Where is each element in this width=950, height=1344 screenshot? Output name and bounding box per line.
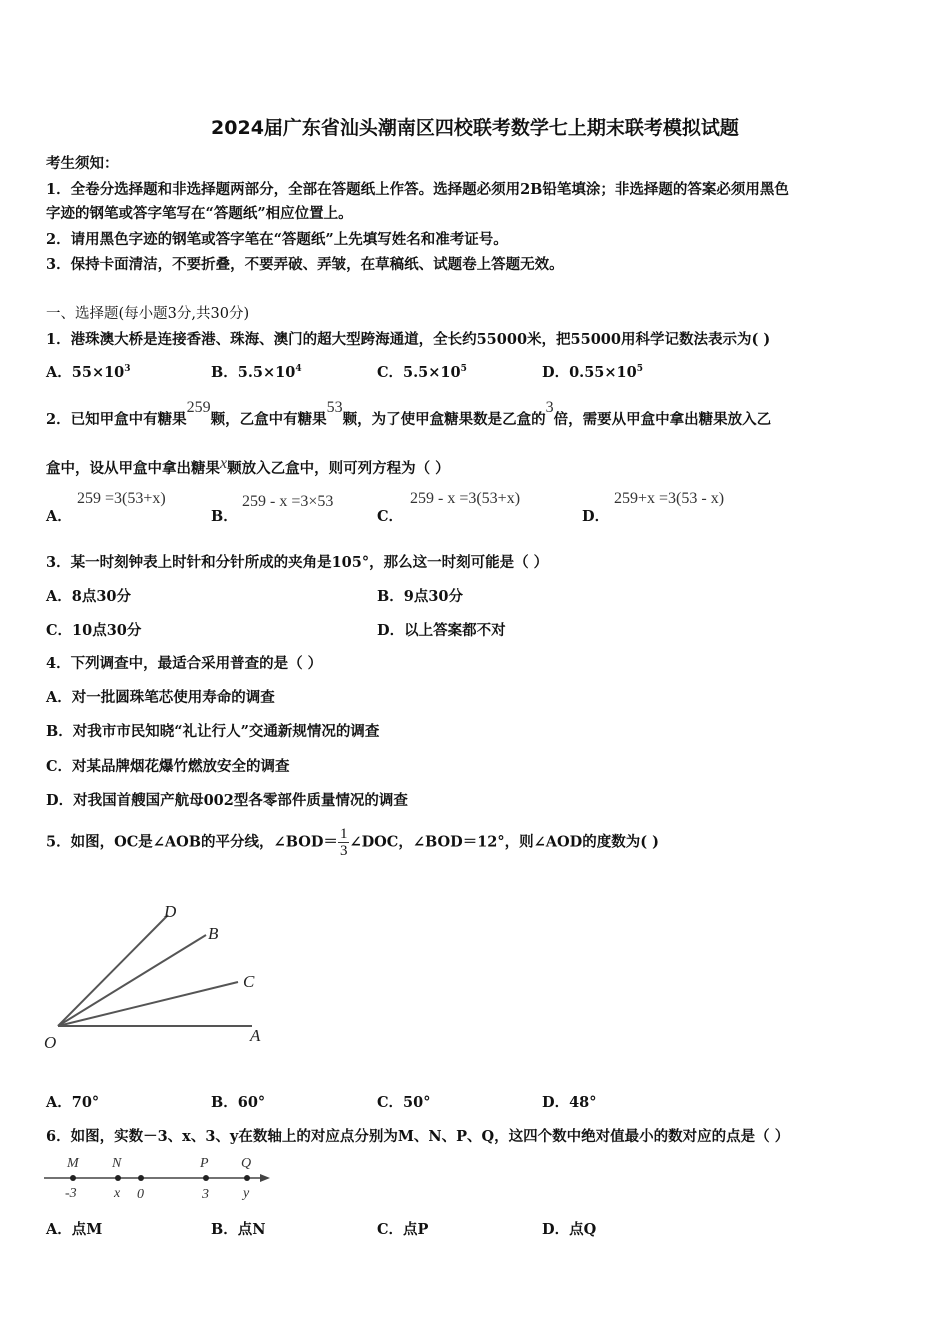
q6-option-c: C．点P <box>377 1221 429 1238</box>
q2-option-c-equation: 259 - x =3(53+x) <box>410 490 521 507</box>
label-d: D <box>164 902 177 921</box>
q3-option-d: D．以上答案都不对 <box>377 622 506 639</box>
ray-oc <box>58 982 238 1026</box>
notice-item-3: 3．保持卡面清洁，不要折叠，不要弄破、弄皱，在草稿纸、试题卷上答题无效。 <box>46 256 564 273</box>
label-n: N <box>112 1156 122 1171</box>
label-o: O <box>44 1033 57 1052</box>
question-4-stem: 4．下列调查中，最适合采用普查的是（ ） <box>46 655 323 672</box>
q1-option-d: D．$0.55\times 10^5$ <box>542 364 643 381</box>
tick-neg3: -3 <box>65 1186 77 1201</box>
q6-option-b: B．点N <box>211 1221 266 1238</box>
q1-option-c: C．$5.5\times 10^5$ <box>377 364 467 381</box>
label-b: B <box>208 924 219 943</box>
question-2-line-2: 盒中，设从甲盒中拿出糖果x颗放入乙盒中，则可列方程为（ ） <box>46 455 450 477</box>
q2-option-b-equation: 259 - x =3×53 <box>242 493 334 510</box>
q2-option-c-label: C． <box>377 508 404 525</box>
tick-three: 3 <box>202 1187 209 1202</box>
tick-x: x <box>114 1186 121 1201</box>
q5-option-b: B．60° <box>211 1094 266 1111</box>
notice-item-2: 2．请用黑色字迹的钢笔或答字笔在“答题纸”上先填写姓名和准考证号。 <box>46 231 508 248</box>
section-heading: 一、选择题(每小题3分,共30分) <box>46 306 250 322</box>
point-zero <box>138 1175 144 1181</box>
notice-item-1-line-2: 字迹的钢笔或答字笔写在“答题纸”相应位置上。 <box>46 205 353 222</box>
question-1-stem: 1．港珠澳大桥是连接香港、珠海、澳门的超大型跨海通道，全长约55000米，把55000用科学记数法表示为( ) <box>46 331 771 348</box>
q5-option-d: D．48° <box>542 1094 597 1111</box>
q6-option-d: D．点Q <box>542 1221 597 1238</box>
q4-option-b: B．对我市市民知晓“礼让行人”交通新规情况的调查 <box>46 723 380 740</box>
fraction-one-third: $\frac{1}{3}$ <box>339 826 348 859</box>
q6-option-a: A．点M <box>46 1221 103 1238</box>
q1-option-a: A．$55\times 10^3$ <box>46 364 131 381</box>
question-2-line-1: 2．已知甲盒中有糖果259颗，乙盒中有糖果53颗，为了使甲盒糖果数是乙盒的3倍，需要从甲盒中拿出糖果放入乙 <box>46 399 772 428</box>
q4-option-a: A．对一批圆珠笔芯使用寿命的调查 <box>46 689 275 706</box>
q3-option-c: C．10点30分 <box>46 622 142 639</box>
q1-option-b: B．$5.5\times 10^4$ <box>211 364 302 381</box>
notice-heading: 考生须知： <box>46 155 119 172</box>
question-3-stem: 3．某一时刻钟表上时针和分针所成的夹角是105°，那么这一时刻可能是（ ） <box>46 554 549 571</box>
label-p: P <box>200 1156 209 1171</box>
label-c: C <box>243 972 255 991</box>
point-q <box>244 1175 250 1181</box>
question-5-stem: 5．如图，OC是∠AOB的平分线，∠BOD＝ $\frac{1}{3}$ ∠DOC，∠BOD＝12°，则∠AOD的度数为( ) <box>46 826 660 859</box>
point-m <box>70 1175 76 1181</box>
axis-arrow <box>260 1174 270 1182</box>
question-6-stem: 6．如图，实数－3、x、3、y在数轴上的对应点分别为M、N、P、Q，这四个数中绝对值最小的数对应的点是（ ） <box>46 1128 790 1145</box>
q2-option-b-label: B． <box>211 508 238 525</box>
tick-zero: 0 <box>137 1187 144 1202</box>
label-q: Q <box>241 1156 252 1171</box>
q5-option-c: C．50° <box>377 1094 431 1111</box>
q4-option-c: C．对某品牌烟花爆竹燃放安全的调查 <box>46 758 290 775</box>
tick-y: y <box>243 1186 250 1201</box>
q3-option-b: B．9点30分 <box>377 588 464 605</box>
q2-option-d-equation: 259+x =3(53 - x) <box>614 490 725 507</box>
q2-option-a-equation: 259 =3(53+x) <box>77 490 166 507</box>
angle-diagram <box>40 895 280 1055</box>
number-line <box>40 1150 280 1205</box>
point-p <box>203 1175 209 1181</box>
ray-ob <box>58 935 206 1026</box>
page-title: 2024届广东省汕头潮南区四校联考数学七上期末联考模拟试题 <box>211 117 739 139</box>
label-m: M <box>67 1156 79 1171</box>
q3-option-a: A．8点30分 <box>46 588 132 605</box>
point-n <box>115 1175 121 1181</box>
label-a: A <box>250 1026 261 1045</box>
q2-option-d-label: D． <box>582 508 610 525</box>
ray-od <box>58 915 168 1026</box>
q5-option-a: A．70° <box>46 1094 100 1111</box>
notice-item-1-line-1: 1．全卷分选择题和非选择题两部分，全部在答题纸上作答。选择题必须用2B铅笔填涂；非选择题的答案必须用黑色 <box>46 181 789 198</box>
q4-option-d: D．对我国首艘国产航母002型各零部件质量情况的调查 <box>46 792 408 809</box>
q2-option-a-label: A． <box>46 508 72 525</box>
